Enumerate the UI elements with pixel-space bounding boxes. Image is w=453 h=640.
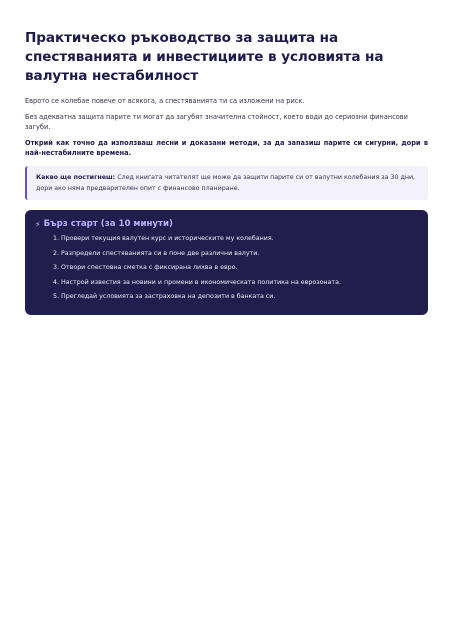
intro-paragraph: Без адекватна защита парите ти могат да загубят значителна стойност, което води до сериозни финансови загуби. [25,113,408,131]
page-content [25,29,428,315]
lightning-icon: ⚡ [35,219,41,229]
list-item: 4. Настрой известия за новини и промени в икономическата политика на еврозоната. [61,278,418,287]
quick-start-list [35,234,418,301]
quick-start-header [35,219,418,229]
promise-paragraph: Открий как точно да използваш лесни и доказани методи, за да запазиш парите си сигурни, дори в най-нестабилните времена. [25,139,428,157]
callout-label: Какво ще постигнеш: [36,174,116,181]
list-item: 2. Разпредели спестяванията си в поне две различни валути. [61,249,418,258]
list-item: 5. Прегледай условията за застраховка на депозити в банката си. [61,292,418,301]
intro-paragraph: Еврото се колебае повече от всякога, а спестяванията ти са изложени на риск. [25,97,305,105]
outcome-callout [25,166,428,200]
callout-text: След книгата читателят ще може да защити парите си от валутни колебания за 30 дни, дори ако няма предварителен опит с финансово планиране. [36,174,416,192]
quick-start-title: Бърз старт (за 10 минути) [43,219,173,229]
list-item: 3. Отвори спестовна сметка с фиксирана лихва в евро. [61,263,418,272]
quick-start-box [25,210,428,315]
list-item: 1. Провери текущия валутен курс и историческите му колебания. [61,234,418,243]
page-title: Практическо ръководство за защита на спестяванията и инвестициите в условията на валутна нестабилност [25,30,384,84]
